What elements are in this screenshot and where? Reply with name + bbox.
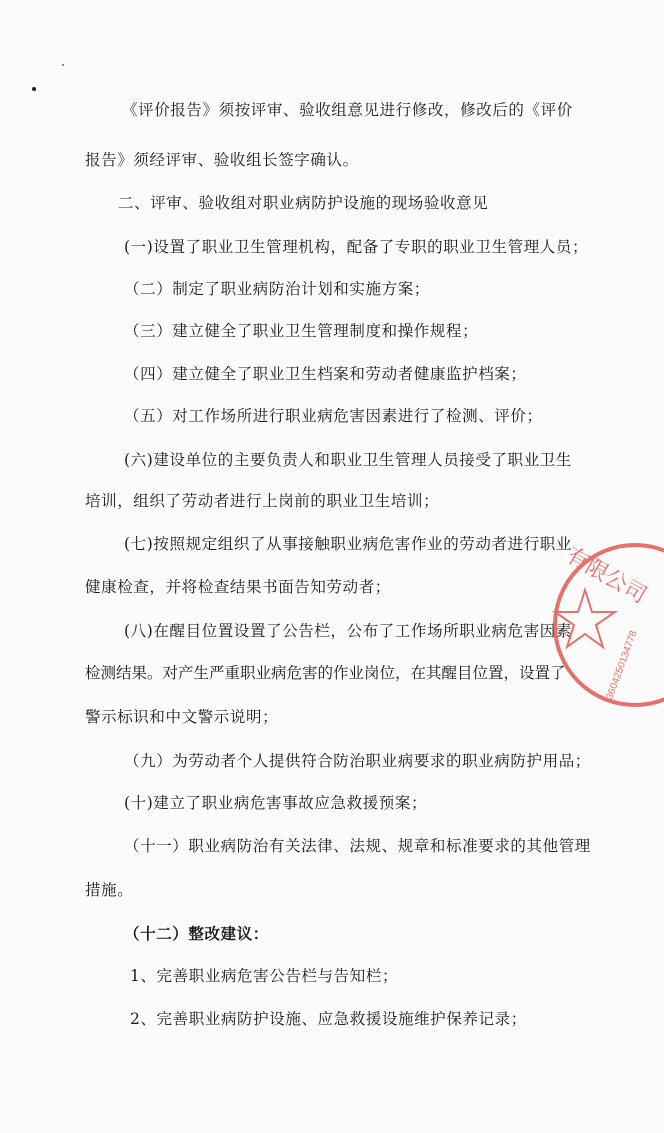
paragraph-line: (十)建立了职业病危害事故应急救援预案； (124, 794, 428, 812)
paragraph-line: 警示标识和中文警示说明； (85, 708, 279, 726)
paragraph-line: （十一）职业病防治有关法律、法规、规章和标准要求的其他管理 (124, 837, 591, 855)
section-heading: （十二）整改建议： (124, 924, 269, 943)
paragraph-line: （四）建立健全了职业卫生档案和劳动者健康监护档案； (124, 365, 527, 383)
paragraph-line: 健康检查，并将检查结果书面告知劳动者； (85, 578, 391, 596)
list-item: 2、完善职业病防护设施、应急救援设施维护保养记录； (130, 1010, 527, 1028)
paragraph-line: (七)按照规定组织了从事接触职业病危害作业的劳动者进行职业 (124, 535, 572, 553)
paragraph-line: (八)在醒目位置设置了公告栏，公布了工作场所职业病危害因素 (124, 622, 572, 640)
paragraph-line: 检测结果。对产生严重职业病危害的作业岗位，在其醒目位置，设置了 (85, 664, 566, 682)
scan-speck (62, 64, 64, 66)
paragraph-line: （三）建立健全了职业卫生管理制度和操作规程； (124, 322, 479, 340)
paragraph-line: (六)建设单位的主要负责人和职业卫生管理人员接受了职业卫生 (124, 451, 572, 469)
list-item: 1、完善职业病危害公告栏与告知栏； (130, 967, 399, 985)
section-heading: 二、评审、验收组对职业病防护设施的现场验收意见 (118, 194, 489, 212)
paragraph-line: （五）对工作场所进行职业病危害因素进行了检测、评价； (124, 407, 543, 425)
paragraph-line: （九）为劳动者个人提供符合防治职业病要求的职业病防护用品； (124, 752, 591, 770)
paragraph-line: 培训，组织了劳动者进行上岗前的职业卫生培训； (85, 492, 440, 510)
paragraph-line: （二）制定了职业病防治计划和实施方案； (124, 280, 430, 298)
scan-speck (32, 87, 36, 91)
paragraph-line: 报告》须经评审、验收组长签字确认。 (85, 151, 359, 169)
paragraph-line: 措施。 (85, 881, 134, 899)
paragraph-line: 《评价报告》须按评审、验收组意见进行修改，修改后的《评价 (122, 101, 573, 119)
paragraph-line: (一)设置了职业卫生管理机构，配备了专职的职业卫生管理人员； (124, 238, 589, 256)
seal-text: 有限公司 (562, 542, 652, 609)
seal-code: 3604250134778 (604, 629, 640, 702)
